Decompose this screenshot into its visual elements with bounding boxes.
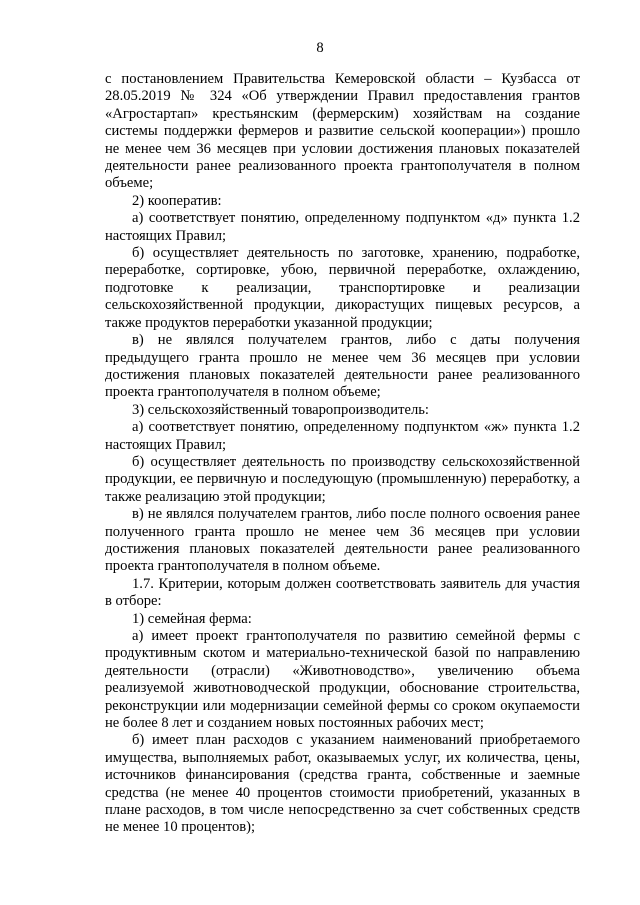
paragraph: в) не являлся получателем грантов, либо после полного освоения ранее полученного гранта прошло не менее чем 36 месяцев при условии достижения плановых показателей деятельности ранее реализованного проекта грантополучателя в полном объеме.: [105, 506, 580, 575]
paragraph: б) осуществляет деятельность по производству сельскохозяйственной продукции, ее первичную и последующую (промышленную) переработку, а также реализацию этой продукции;: [105, 453, 580, 505]
paragraph: 1) семейная ферма:: [132, 610, 252, 627]
paragraph: с постановлением Правительства Кемеровской области – Кузбасса от 28.05.2019 № 324 «Об утверждении Правил предоставления грантов «Агростартап» крестьянским (фермерским) хозяйствам на создание системы поддержки фермеров и развитие сельской кооперации») прошло не менее чем 36 месяцев при условии достижения плановых показателей деятельности ранее реализованного проекта грантополучателя в полном объеме;: [105, 71, 580, 192]
paragraph: а) соответствует понятию, определенному подпунктом «ж» пункта 1.2 настоящих Правил;: [105, 419, 580, 453]
page-number: 8: [316, 40, 324, 56]
document-body: [105, 71, 580, 837]
paragraph: 1.7. Критерии, которым должен соответствовать заявитель для участия в отборе:: [105, 575, 580, 610]
paragraph: а) имеет проект грантополучателя по развитию семейной фермы с продуктивным скотом и материально-технической базой по направлению деятельности (отрасли) «Животноводство», увеличению объема реализуемой животноводческой продукции, обоснование строительства, реконструкции или модернизации семейной фермы со сроком окупаемости не более 8 лет и созданием новых постоянных рабочих мест;: [105, 628, 580, 732]
paragraph: б) осуществляет деятельность по заготовке, хранению, подработке, переработке, сортировке, убою, первичной переработке, охлаждению, подготовке к реализации, транспортировке и реализации сельскохозяйственной продукции, дикорастущих пищевых ресурсов, а также продуктов переработки указанной продукции;: [105, 245, 580, 331]
paragraph: а) соответствует понятию, определенному подпунктом «д» пункта 1.2 настоящих Правил;: [105, 210, 580, 244]
paragraph: 3) сельскохозяйственный товаропроизводитель:: [132, 401, 429, 418]
paragraph: 2) кооператив:: [132, 192, 222, 209]
paragraph: б) имеет план расходов с указанием наименований приобретаемого имущества, выполняемых работ, оказываемых услуг, их количества, цены, источников финансирования (средства гранта, собственные и заемные средства (не менее 40 процентов стоимости приобретений, указанных в плане расходов, в том числе непосредственно за счет собственных средств не менее 10 процентов);: [105, 732, 580, 836]
paragraph: в) не являлся получателем грантов, либо с даты получения предыдущего гранта прошло не менее чем 36 месяцев при условии достижения плановых показателей деятельности ранее реализованного проекта грантополучателя в полном объеме;: [105, 332, 580, 401]
